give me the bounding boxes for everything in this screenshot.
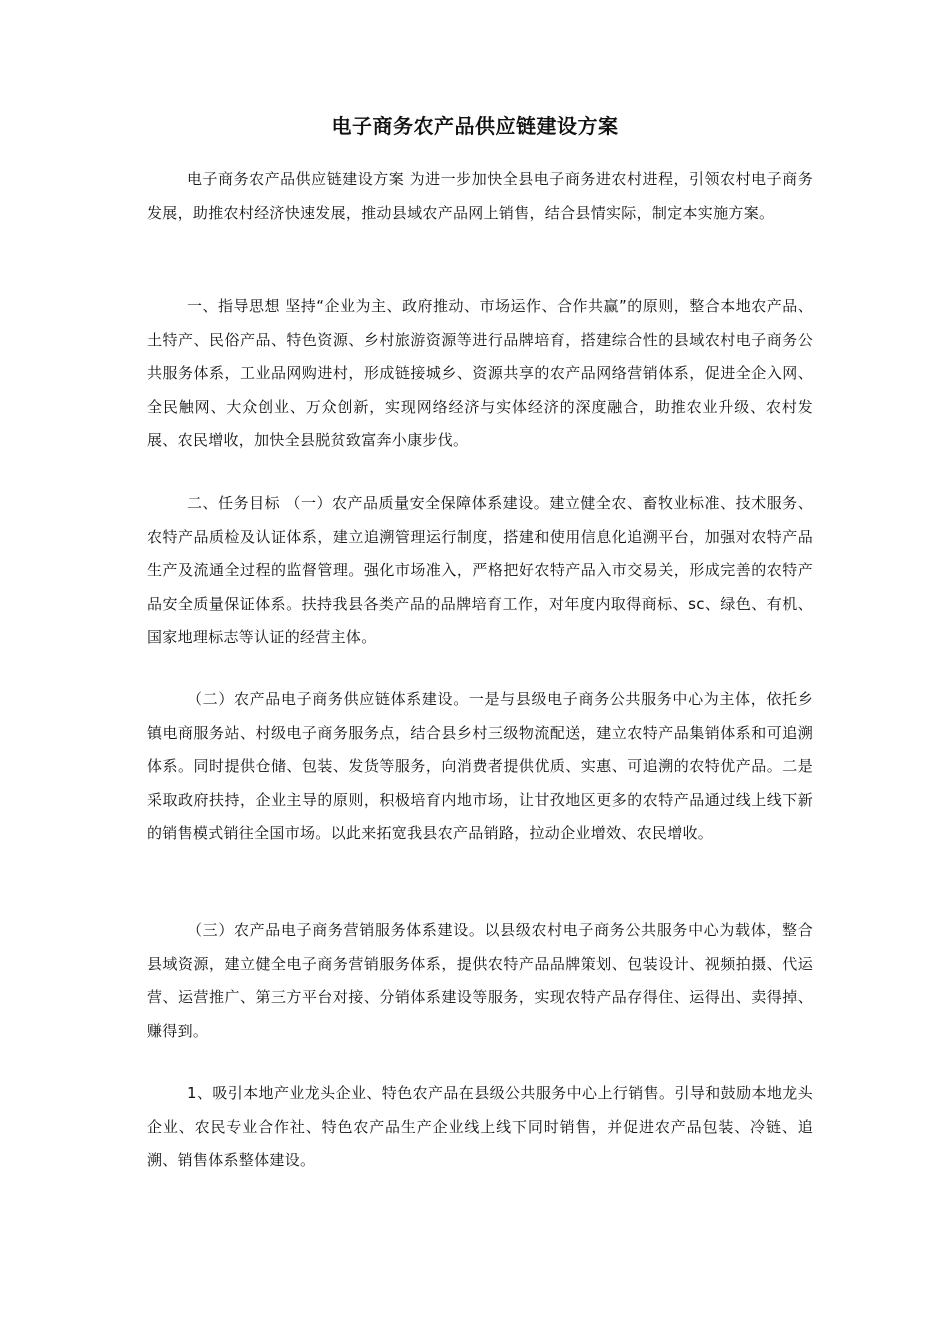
paragraph-marketing-service-system: （三）农产品电子商务营销服务体系建设。以县级农村电子商务公共服务中心为载体，整合县域资源，建立健全电子商务营销服务体系，提供农特产品品牌策划、包装设计、视频拍摄、代运营、运营推广、第三方平台对接、分销体系建设等服务，实现农特产品存得住、运得出、卖得掉、赚得到。	[147, 921, 813, 1040]
paragraph-supply-chain-system: （二）农产品电子商务供应链体系建设。一是与县级电子商务公共服务中心为主体，依托乡镇电商服务站、村级电子商务服务点，结合县乡村三级物流配送，建立农特产品集销体系和可追溯体系。同时提供仓储、包装、发货等服务，向消费者提供优质、实惠、可追溯的农特优产品。二是采取政府扶持，企业主导的原则，积极培育内地市场，让甘孜地区更多的农特产品通过线上线下新的销售模式销往全国市场。以此来拓宽我县农产品销路，拉动企业增效、农民增收。	[147, 690, 813, 842]
paragraph-task-goals: 二、任务目标 （一）农产品质量安全保障体系建设。建立健全农、畜牧业标准、技术服务、农特产品质检及认证体系，建立追溯管理运行制度，搭建和使用信息化追溯平台，加强对农特产品生产及流通全过程的监督管理。强化市场准入，严格把好农特产品入市交易关，形成完善的农特产品安全质量保证体系。扶持我县各类产品的品牌培育工作，对年度内取得商标、sc、绿色、有机、国家地理标志等认证的经营主体。	[147, 494, 813, 646]
paragraph-guiding-ideology: 一、指导思想 坚持“企业为主、政府推动、市场运作、合作共赢”的原则，整合本地农产品、土特产、民俗产品、特色资源、乡村旅游资源等进行品牌培育，搭建综合性的县域农村电子商务公共服务体系，工业品网购进村，形成链接城乡、资源共享的农产品网络营销体系，促进全企入网、全民触网、大众创业、万众创新，实现网络经济与实体经济的深度融合，助推农业升级、农村发展、农民增收，加快全县脱贫致富奔小康步伐。	[147, 297, 813, 449]
document-title: 电子商务农产品供应链建设方案	[331, 114, 619, 138]
paragraph-item-1: 1、吸引本地产业龙头企业、特色农产品在县级公共服务中心上行销售。引导和鼓励本地龙头企业、农民专业合作社、特色农产品生产企业线上线下同时销售，并促进农产品包装、冷链、追溯、销售体系整体建设。	[147, 1084, 813, 1169]
paragraph-intro: 电子商务农产品供应链建设方案 为进一步加快全县电子商务进农村进程，引领农村电子商务发展，助推农村经济快速发展，推动县域农产品网上销售，结合县情实际，制定本实施方案。	[147, 170, 813, 222]
